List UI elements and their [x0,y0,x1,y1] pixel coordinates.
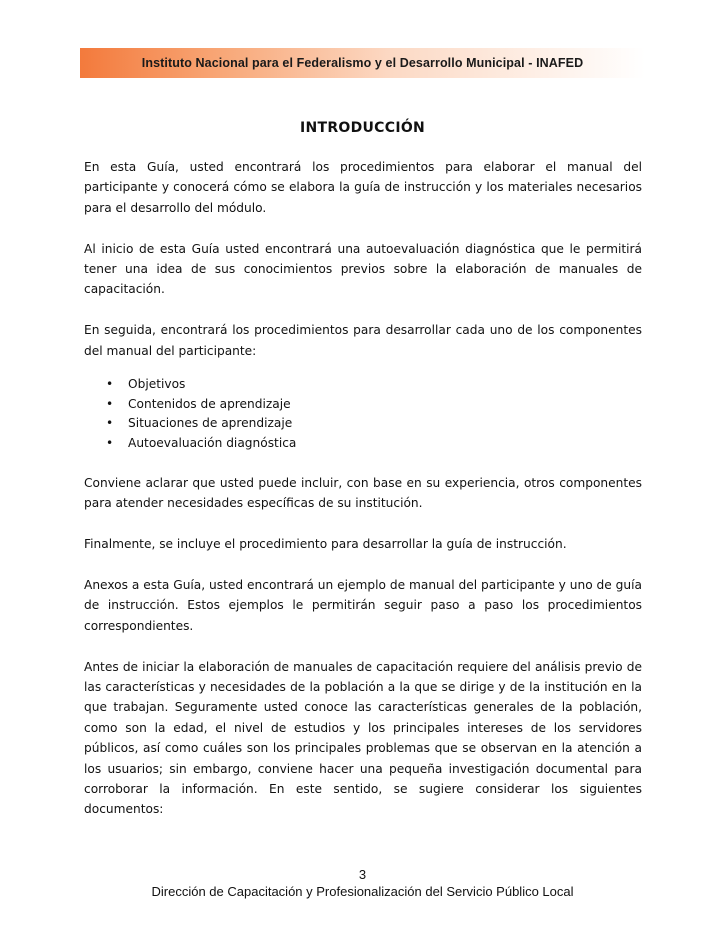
page-number: 3 [358,867,367,882]
paragraph-self-assessment: Al inicio de esta Guía usted encontrará una autoevaluación diagnóstica que le permitirá tener una idea de sus conocimientos previos sobre la elaboración de manuales de capacitación. [84,241,642,297]
header-title: Instituto Nacional para el Federalismo y el Desarrollo Municipal - INAFED [141,56,584,70]
list-item-label: Objetivos [128,377,186,392]
paragraph-note: Conviene aclarar que usted puede incluir, con base en su experiencia, otros componentes para atender necesidades específicas de su institución. [84,476,642,511]
section-title: INTRODUCCIÓN [299,120,426,136]
bullet-icon: • [106,396,114,411]
paragraph-instruction-guide: Finalmente, se incluye el procedimiento para desarrollar la guía de instrucción. [84,537,567,552]
list-item [106,375,642,395]
list-item [106,434,642,454]
footer-text: Dirección de Capacitación y Profesionalización del Servicio Público Local [151,884,574,899]
list-item [106,414,642,434]
paragraph-intro: En esta Guía, usted encontrará los procedimientos para elaborar el manual del participante y conocerá cómo se elabora la guía de instrucción y los materiales necesarios para el desarrollo del módulo. [84,160,642,215]
bullet-icon: • [106,416,114,431]
paragraph-annexes: Anexos a esta Guía, usted encontrará un ejemplo de manual del participante y uno de guía de instrucción. Estos ejemplos le permitirán seguir paso a paso los procedimientos correspondientes. [84,578,642,633]
components-list [84,375,642,453]
bullet-icon: • [106,435,114,450]
paragraph-analysis: Antes de iniciar la elaboración de manuales de capacitación requiere del análisis previo de las características y necesidades de la población a la que se dirige y de la institución en la que trabajan. Seguramente usted conoce las características generales de la población, como son la edad, el nivel de estudios y los principales intereses de los servidores públicos, así como cuáles son los principales problemas que se observan en la atención a los usuarios; sin embargo, conviene hacer una pequeña investigación documental para corroborar la información. En este sentido, se sugiere considerar los siguientes documentos: [84,659,642,817]
list-item-label: Autoevaluación diagnóstica [128,435,297,450]
list-item-label: Situaciones de aprendizaje [128,416,293,431]
list-item-label: Contenidos de aprendizaje [128,396,291,411]
document-body [84,157,642,840]
list-item [106,395,642,415]
paragraph-components-intro: En seguida, encontrará los procedimientos para desarrollar cada uno de los componentes del manual del participante: [84,323,642,358]
bullet-icon: • [106,377,114,392]
